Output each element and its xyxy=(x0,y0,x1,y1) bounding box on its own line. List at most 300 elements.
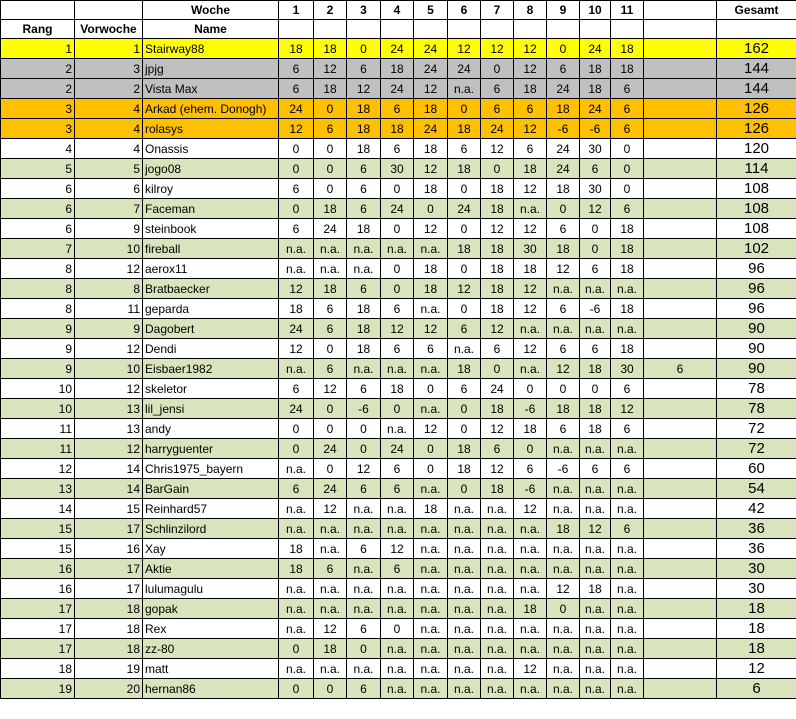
week-score-cell: 24 xyxy=(448,59,481,79)
week-score-cell: 18 xyxy=(611,59,644,79)
week-score-cell: 18 xyxy=(414,259,448,279)
week-score-cell: 12 xyxy=(347,459,381,479)
week-score-cell: n.a. xyxy=(547,639,580,659)
week-score-cell: n.a. xyxy=(279,259,314,279)
week-score-cell: n.a. xyxy=(547,619,580,639)
week-score-cell: n.a. xyxy=(414,519,448,539)
week-score-cell: 12 xyxy=(514,39,547,59)
week-score-cell: 24 xyxy=(448,199,481,219)
name-cell: Chris1975_bayern xyxy=(143,459,279,479)
name-cell: gopak xyxy=(143,599,279,619)
week-score-cell: 18 xyxy=(580,59,611,79)
table-row xyxy=(1,59,796,79)
empty-cell xyxy=(1,1,75,20)
vorwoche-cell: 3 xyxy=(75,59,143,79)
table-row xyxy=(1,179,796,199)
week-score-cell: n.a. xyxy=(611,279,644,299)
week-score-cell: 6 xyxy=(347,199,381,219)
week-score-cell: n.a. xyxy=(580,319,611,339)
table-row xyxy=(1,259,796,279)
week-score-cell: 18 xyxy=(279,299,314,319)
empty-cell xyxy=(580,20,611,39)
week-score-cell: 6 xyxy=(279,79,314,99)
week-score-cell: 24 xyxy=(547,159,580,179)
week-score-cell: 18 xyxy=(611,339,644,359)
week-score-cell: 6 xyxy=(547,59,580,79)
week-score-cell: 18 xyxy=(547,179,580,199)
week-score-cell: n.a. xyxy=(381,579,414,599)
week-score-cell: 6 xyxy=(414,339,448,359)
rang-cell: 13 xyxy=(1,479,75,499)
week-score-cell: 0 xyxy=(279,199,314,219)
week-score-cell: 6 xyxy=(611,519,644,539)
week-score-cell: 0 xyxy=(547,379,580,399)
week-score-cell: 24 xyxy=(381,79,414,99)
week-score-cell: 0 xyxy=(381,399,414,419)
week-score-cell: n.a. xyxy=(611,439,644,459)
gesamt-cell: 108 xyxy=(717,219,796,239)
week-score-cell: n.a. xyxy=(580,599,611,619)
rang-cell: 15 xyxy=(1,519,75,539)
table-row xyxy=(1,639,796,659)
gesamt-cell: 126 xyxy=(717,119,796,139)
week-score-cell: 24 xyxy=(481,379,514,399)
week-score-cell: 6 xyxy=(381,459,414,479)
header-row-columns xyxy=(1,20,796,39)
gesamt-cell: 108 xyxy=(717,199,796,219)
week-score-cell: 0 xyxy=(279,139,314,159)
week-score-cell: 12 xyxy=(514,499,547,519)
vorwoche-cell: 7 xyxy=(75,199,143,219)
rang-cell: 1 xyxy=(1,39,75,59)
week-score-cell: 18 xyxy=(414,179,448,199)
rang-cell: 3 xyxy=(1,119,75,139)
week-score-cell: 6 xyxy=(279,59,314,79)
week-score-cell: -6 xyxy=(514,399,547,419)
empty-cell xyxy=(644,399,717,419)
week-number: 1 xyxy=(279,1,314,20)
week-score-cell: 24 xyxy=(414,59,448,79)
week-score-cell: 6 xyxy=(279,479,314,499)
week-score-cell: 6 xyxy=(381,559,414,579)
week-score-cell: 0 xyxy=(448,219,481,239)
table-row xyxy=(1,319,796,339)
empty-cell xyxy=(644,179,717,199)
week-score-cell: 6 xyxy=(611,79,644,99)
week-score-cell: 0 xyxy=(279,679,314,699)
empty-cell xyxy=(644,319,717,339)
week-score-cell: 30 xyxy=(381,159,414,179)
week-score-cell: 30 xyxy=(580,139,611,159)
week-score-cell: n.a. xyxy=(514,199,547,219)
week-score-cell: 6 xyxy=(279,219,314,239)
gesamt-cell: 120 xyxy=(717,139,796,159)
vorwoche-cell: 18 xyxy=(75,639,143,659)
week-score-cell: 6 xyxy=(347,379,381,399)
week-score-cell: n.a. xyxy=(448,579,481,599)
rang-cell: 17 xyxy=(1,639,75,659)
week-score-cell: n.a. xyxy=(481,599,514,619)
name-cell: aerox11 xyxy=(143,259,279,279)
week-score-cell: 12 xyxy=(547,259,580,279)
week-score-cell: n.a. xyxy=(514,539,547,559)
week-score-cell: 0 xyxy=(381,219,414,239)
table-row xyxy=(1,679,796,699)
table-row xyxy=(1,139,796,159)
rang-cell: 15 xyxy=(1,539,75,559)
week-score-cell: 18 xyxy=(314,279,347,299)
week-score-cell: n.a. xyxy=(611,599,644,619)
rang-cell: 8 xyxy=(1,299,75,319)
week-score-cell: n.a. xyxy=(448,599,481,619)
week-score-cell: -6 xyxy=(547,119,580,139)
week-score-cell: 6 xyxy=(611,119,644,139)
week-score-cell: 0 xyxy=(347,39,381,59)
week-score-cell: 6 xyxy=(481,339,514,359)
gesamt-cell: 6 xyxy=(717,679,796,699)
week-score-cell: n.a. xyxy=(547,559,580,579)
name-cell: Onassis xyxy=(143,139,279,159)
vorwoche-cell: 4 xyxy=(75,139,143,159)
table-row xyxy=(1,159,796,179)
week-score-cell: 6 xyxy=(547,299,580,319)
week-score-cell: 18 xyxy=(414,279,448,299)
week-score-cell: 18 xyxy=(481,179,514,199)
week-score-cell: 12 xyxy=(381,539,414,559)
gesamt-cell: 96 xyxy=(717,259,796,279)
rang-cell: 19 xyxy=(1,679,75,699)
table-row xyxy=(1,119,796,139)
week-score-cell: n.a. xyxy=(611,499,644,519)
week-score-cell: 12 xyxy=(514,119,547,139)
week-score-cell: 18 xyxy=(514,599,547,619)
vorwoche-cell: 11 xyxy=(75,299,143,319)
empty-cell xyxy=(644,20,717,39)
table-row xyxy=(1,199,796,219)
gesamt-cell: 162 xyxy=(717,39,796,59)
vorwoche-cell: 15 xyxy=(75,499,143,519)
rang-cell: 4 xyxy=(1,139,75,159)
week-score-cell: n.a. xyxy=(347,499,381,519)
name-cell: lulumagulu xyxy=(143,579,279,599)
empty-cell xyxy=(644,419,717,439)
week-score-cell: n.a. xyxy=(611,579,644,599)
empty-cell xyxy=(314,20,347,39)
empty-cell xyxy=(644,159,717,179)
week-score-cell: 18 xyxy=(611,239,644,259)
week-score-cell: n.a. xyxy=(347,359,381,379)
gesamt-cell: 90 xyxy=(717,359,796,379)
week-score-cell: n.a. xyxy=(414,579,448,599)
week-score-cell: n.a. xyxy=(547,279,580,299)
name-cell: geparda xyxy=(143,299,279,319)
week-score-cell: n.a. xyxy=(580,279,611,299)
week-score-cell: 6 xyxy=(481,439,514,459)
week-score-cell: n.a. xyxy=(414,559,448,579)
week-score-cell: 6 xyxy=(347,159,381,179)
week-score-cell: n.a. xyxy=(481,519,514,539)
week-score-cell: 6 xyxy=(347,479,381,499)
week-score-cell: n.a. xyxy=(481,679,514,699)
week-score-cell: 6 xyxy=(314,559,347,579)
week-score-cell: 6 xyxy=(314,359,347,379)
week-score-cell: n.a. xyxy=(481,619,514,639)
week-score-cell: n.a. xyxy=(611,639,644,659)
gesamt-cell: 42 xyxy=(717,499,796,519)
week-score-cell: n.a. xyxy=(381,519,414,539)
week-score-cell: 6 xyxy=(644,359,717,379)
rang-cell: 6 xyxy=(1,179,75,199)
week-score-cell: 24 xyxy=(381,39,414,59)
week-score-cell: -6 xyxy=(580,299,611,319)
table-row xyxy=(1,339,796,359)
week-header: Woche xyxy=(143,1,279,20)
week-score-cell: 18 xyxy=(611,299,644,319)
week-score-cell: n.a. xyxy=(611,659,644,679)
rang-cell: 2 xyxy=(1,79,75,99)
week-score-cell: n.a. xyxy=(547,539,580,559)
name-cell: andy xyxy=(143,419,279,439)
week-score-cell: 18 xyxy=(481,399,514,419)
week-score-cell: 6 xyxy=(381,479,414,499)
vorwoche-cell: 12 xyxy=(75,439,143,459)
gesamt-cell: 78 xyxy=(717,379,796,399)
week-score-cell: 12 xyxy=(580,519,611,539)
week-score-cell: 24 xyxy=(580,39,611,59)
week-score-cell: -6 xyxy=(547,459,580,479)
week-score-cell: n.a. xyxy=(347,239,381,259)
week-score-cell: 6 xyxy=(347,619,381,639)
gesamt-cell: 36 xyxy=(717,539,796,559)
empty-cell xyxy=(644,99,717,119)
gesamt-cell: 90 xyxy=(717,339,796,359)
empty-cell xyxy=(644,579,717,599)
week-score-cell: 18 xyxy=(481,279,514,299)
week-score-cell: 0 xyxy=(448,419,481,439)
week-score-cell: 12 xyxy=(314,379,347,399)
vorwoche-cell: 13 xyxy=(75,399,143,419)
table-row xyxy=(1,39,796,59)
vorwoche-cell: 17 xyxy=(75,579,143,599)
rang-cell: 10 xyxy=(1,399,75,419)
week-score-cell: n.a. xyxy=(611,319,644,339)
week-score-cell: 12 xyxy=(381,319,414,339)
vorwoche-cell: 10 xyxy=(75,359,143,379)
week-score-cell: 18 xyxy=(514,159,547,179)
week-score-cell: 18 xyxy=(448,439,481,459)
week-score-cell: n.a. xyxy=(314,599,347,619)
table-row xyxy=(1,439,796,459)
week-score-cell: 6 xyxy=(514,99,547,119)
week-score-cell: -6 xyxy=(514,479,547,499)
rang-cell: 17 xyxy=(1,619,75,639)
week-score-cell: 18 xyxy=(414,499,448,519)
week-score-cell: 18 xyxy=(381,59,414,79)
week-score-cell: 6 xyxy=(514,459,547,479)
week-score-cell: 24 xyxy=(414,39,448,59)
name-cell: zz-80 xyxy=(143,639,279,659)
vorwoche-cell: 6 xyxy=(75,179,143,199)
week-score-cell: 18 xyxy=(347,139,381,159)
name-cell: jpjg xyxy=(143,59,279,79)
week-score-cell: n.a. xyxy=(611,479,644,499)
empty-cell xyxy=(644,459,717,479)
empty-cell xyxy=(644,79,717,99)
name-cell: skeletor xyxy=(143,379,279,399)
vorwoche-cell: 17 xyxy=(75,519,143,539)
empty-cell xyxy=(644,619,717,639)
week-score-cell: 0 xyxy=(580,379,611,399)
week-score-cell: n.a. xyxy=(448,519,481,539)
week-number: 4 xyxy=(381,1,414,20)
empty-cell xyxy=(644,139,717,159)
name-cell: rolasys xyxy=(143,119,279,139)
week-score-cell: 0 xyxy=(381,179,414,199)
week-score-cell: 12 xyxy=(414,419,448,439)
week-score-cell: 24 xyxy=(381,199,414,219)
week-score-cell: 18 xyxy=(448,459,481,479)
week-score-cell: 0 xyxy=(314,179,347,199)
rang-cell: 16 xyxy=(1,559,75,579)
week-score-cell: n.a. xyxy=(381,599,414,619)
week-score-cell: n.a. xyxy=(514,639,547,659)
week-score-cell: n.a. xyxy=(514,319,547,339)
week-score-cell: 0 xyxy=(514,379,547,399)
rang-cell: 7 xyxy=(1,239,75,259)
name-header: Name xyxy=(143,20,279,39)
week-score-cell: 0 xyxy=(314,399,347,419)
name-cell: Reinhard57 xyxy=(143,499,279,519)
week-score-cell: 18 xyxy=(481,299,514,319)
gesamt-cell: 96 xyxy=(717,299,796,319)
week-score-cell: n.a. xyxy=(611,619,644,639)
week-score-cell: 18 xyxy=(580,359,611,379)
week-score-cell: 12 xyxy=(414,159,448,179)
week-score-cell: 6 xyxy=(347,539,381,559)
week-score-cell: n.a. xyxy=(414,359,448,379)
vorwoche-header: Vorwoche xyxy=(75,20,143,39)
rang-cell: 5 xyxy=(1,159,75,179)
week-score-cell: n.a. xyxy=(414,659,448,679)
week-score-cell: 0 xyxy=(481,59,514,79)
empty-cell xyxy=(644,679,717,699)
week-score-cell: 6 xyxy=(381,139,414,159)
week-score-cell: 0 xyxy=(314,339,347,359)
rang-cell: 8 xyxy=(1,279,75,299)
name-cell: harryguenter xyxy=(143,439,279,459)
name-cell: fireball xyxy=(143,239,279,259)
week-score-cell: n.a. xyxy=(314,519,347,539)
week-score-cell: 18 xyxy=(481,259,514,279)
week-score-cell: 24 xyxy=(414,119,448,139)
empty-cell xyxy=(481,20,514,39)
table-row xyxy=(1,299,796,319)
week-score-cell: n.a. xyxy=(580,539,611,559)
empty-cell xyxy=(644,299,717,319)
week-score-cell: n.a. xyxy=(279,619,314,639)
week-score-cell: 18 xyxy=(279,539,314,559)
gesamt-cell: 126 xyxy=(717,99,796,119)
week-number: 6 xyxy=(448,1,481,20)
empty-cell xyxy=(514,20,547,39)
rang-cell: 16 xyxy=(1,579,75,599)
week-score-cell: n.a. xyxy=(414,539,448,559)
week-score-cell: 18 xyxy=(347,219,381,239)
week-number: 2 xyxy=(314,1,347,20)
table-row xyxy=(1,419,796,439)
week-score-cell: 18 xyxy=(381,379,414,399)
week-score-cell: 0 xyxy=(448,179,481,199)
vorwoche-cell: 9 xyxy=(75,219,143,239)
week-score-cell: 18 xyxy=(314,79,347,99)
gesamt-cell: 72 xyxy=(717,419,796,439)
week-score-cell: 18 xyxy=(347,339,381,359)
week-score-cell: n.a. xyxy=(580,559,611,579)
vorwoche-cell: 12 xyxy=(75,379,143,399)
week-score-cell: 6 xyxy=(611,419,644,439)
empty-cell xyxy=(644,279,717,299)
empty-cell xyxy=(75,1,143,20)
week-score-cell: n.a. xyxy=(611,559,644,579)
week-score-cell: n.a. xyxy=(514,519,547,539)
week-score-cell: 18 xyxy=(611,219,644,239)
name-cell: jogo08 xyxy=(143,159,279,179)
name-cell: Eisbaer1982 xyxy=(143,359,279,379)
week-score-cell: n.a. xyxy=(580,479,611,499)
empty-cell xyxy=(644,199,717,219)
empty-cell xyxy=(381,20,414,39)
week-score-cell: 18 xyxy=(580,79,611,99)
week-score-cell: 12 xyxy=(279,279,314,299)
week-score-cell: 0 xyxy=(347,439,381,459)
gesamt-cell: 36 xyxy=(717,519,796,539)
week-score-cell: 6 xyxy=(611,99,644,119)
week-score-cell: 6 xyxy=(580,159,611,179)
week-score-cell: 12 xyxy=(580,199,611,219)
week-score-cell: 12 xyxy=(514,179,547,199)
week-score-cell: 24 xyxy=(547,79,580,99)
vorwoche-cell: 14 xyxy=(75,479,143,499)
gesamt-cell: 144 xyxy=(717,79,796,99)
week-score-cell: 6 xyxy=(580,459,611,479)
empty-cell xyxy=(717,20,796,39)
gesamt-cell: 12 xyxy=(717,659,796,679)
week-score-cell: n.a. xyxy=(580,499,611,519)
empty-cell xyxy=(644,519,717,539)
name-cell: lil_jensi xyxy=(143,399,279,419)
vorwoche-cell: 10 xyxy=(75,239,143,259)
week-score-cell: 12 xyxy=(414,219,448,239)
week-score-cell: 0 xyxy=(314,99,347,119)
rang-cell: 10 xyxy=(1,379,75,399)
week-score-cell: 6 xyxy=(314,119,347,139)
week-score-cell: n.a. xyxy=(279,579,314,599)
rang-cell: 8 xyxy=(1,259,75,279)
table-row xyxy=(1,399,796,419)
week-score-cell: 0 xyxy=(448,399,481,419)
gesamt-cell: 60 xyxy=(717,459,796,479)
gesamt-cell: 54 xyxy=(717,479,796,499)
table-row xyxy=(1,539,796,559)
week-score-cell: 6 xyxy=(314,299,347,319)
week-score-cell: n.a. xyxy=(547,659,580,679)
week-score-cell: 6 xyxy=(381,99,414,119)
week-score-cell: -6 xyxy=(347,399,381,419)
rang-cell: 9 xyxy=(1,319,75,339)
rang-cell: 3 xyxy=(1,99,75,119)
week-score-cell: n.a. xyxy=(448,659,481,679)
week-score-cell: 18 xyxy=(481,199,514,219)
